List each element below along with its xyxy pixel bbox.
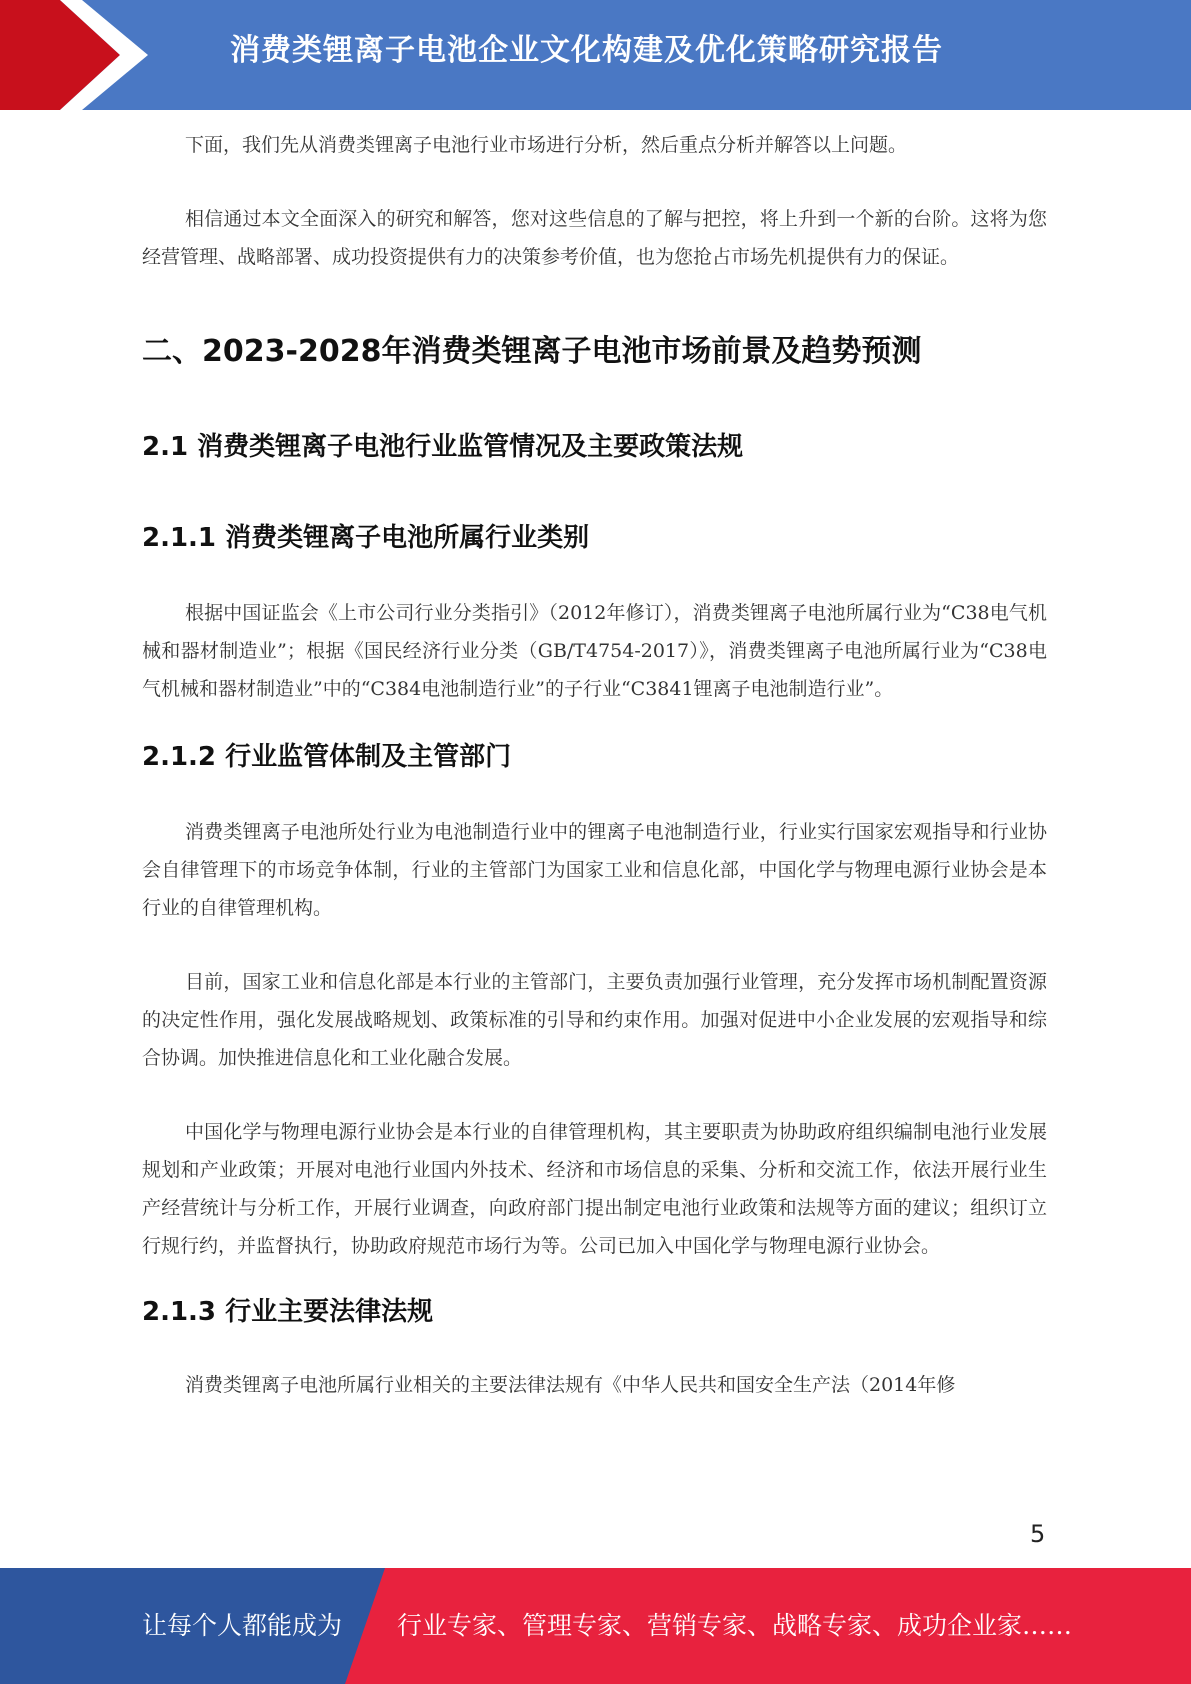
intro-paragraph: 下面，我们先从消费类锂离子电池行业市场进行分析，然后重点分析并解答以上问题。 (185, 134, 908, 156)
regulation-paragraph-1: 消费类锂离子电池所处行业为电池制造行业中的锂离子电池制造行业，行业实行国家宏观指导和行业协会自律管理下的市场竞争体制，行业的主管部门为国家工业和信息化部，中国化学与物理电源行业协会是本行业的自律管理机构。 (142, 821, 1047, 919)
document-body (142, 126, 1047, 1404)
subsection-heading-2-1-3: 2.1.3 行业主要法律法规 (142, 1297, 434, 1327)
page-number: 5 (1030, 1520, 1046, 1548)
section-heading: 二、2023-2028年消费类锂离子电池市场前景及趋势预测 (142, 334, 922, 369)
page-footer (0, 1568, 1191, 1684)
regulation-paragraph-2: 目前，国家工业和信息化部是本行业的主管部门，主要负责加强行业管理，充分发挥市场机制配置资源的决定性作用，强化发展战略规划、政策标准的引导和约束作用。加强对促进中小企业发展的宏观指导和综合协调。加快推进信息化和工业化融合发展。 (142, 971, 1047, 1069)
intro-paragraph-2: 相信通过本文全面深入的研究和解答，您对这些信息的了解与把控，将上升到一个新的台阶。这将为您经营管理、战略部署、成功投资提供有力的决策参考价值，也为您抢占市场先机提供有力的保证。 (142, 208, 1047, 268)
footer-slogan-right: 行业专家、管理专家、营销专家、战略专家、成功企业家…… (397, 1611, 1073, 1640)
regulation-paragraph-3: 中国化学与物理电源行业协会是本行业的自律管理机构，其主要职责为协助政府组织编制电池行业发展规划和产业政策；开展对电池行业国内外技术、经济和市场信息的采集、分析和交流工作，依法开展行业生产经营统计与分析工作，开展行业调查，向政府部门提出制定电池行业政策和法规等方面的建议；组织订立行规行约，并监督执行，协助政府规范市场行为等。公司已加入中国化学与物理电源行业协会。 (142, 1121, 1047, 1257)
laws-paragraph: 消费类锂离子电池所属行业相关的主要法律法规有《中华人民共和国安全生产法（2014年修 (185, 1374, 956, 1396)
subsection-heading-2-1: 2.1 消费类锂离子电池行业监管情况及主要政策法规 (142, 432, 744, 462)
subsection-heading-2-1-1: 2.1.1 消费类锂离子电池所属行业类别 (142, 523, 590, 553)
industry-category-paragraph: 根据中国证监会《上市公司行业分类指引》（2012年修订），消费类锂离子电池所属行业为“C38电气机械和器材制造业”；根据《国民经济行业分类（GB/T4754-2017）》，消费类锂离子电池所属行业为“C38电气机械和器材制造业”中的“C384电池制造行业”的子行业“C3841锂离子电池制造行业”。 (142, 602, 1047, 700)
subsection-heading-2-1-2: 2.1.2 行业监管体制及主管部门 (142, 742, 512, 772)
report-title: 消费类锂离子电池企业文化构建及优化策略研究报告 (230, 33, 943, 68)
footer-slogan-left: 让每个人都能成为 (142, 1611, 343, 1640)
page-header (0, 0, 1191, 110)
header-arrow-decoration (0, 0, 160, 110)
